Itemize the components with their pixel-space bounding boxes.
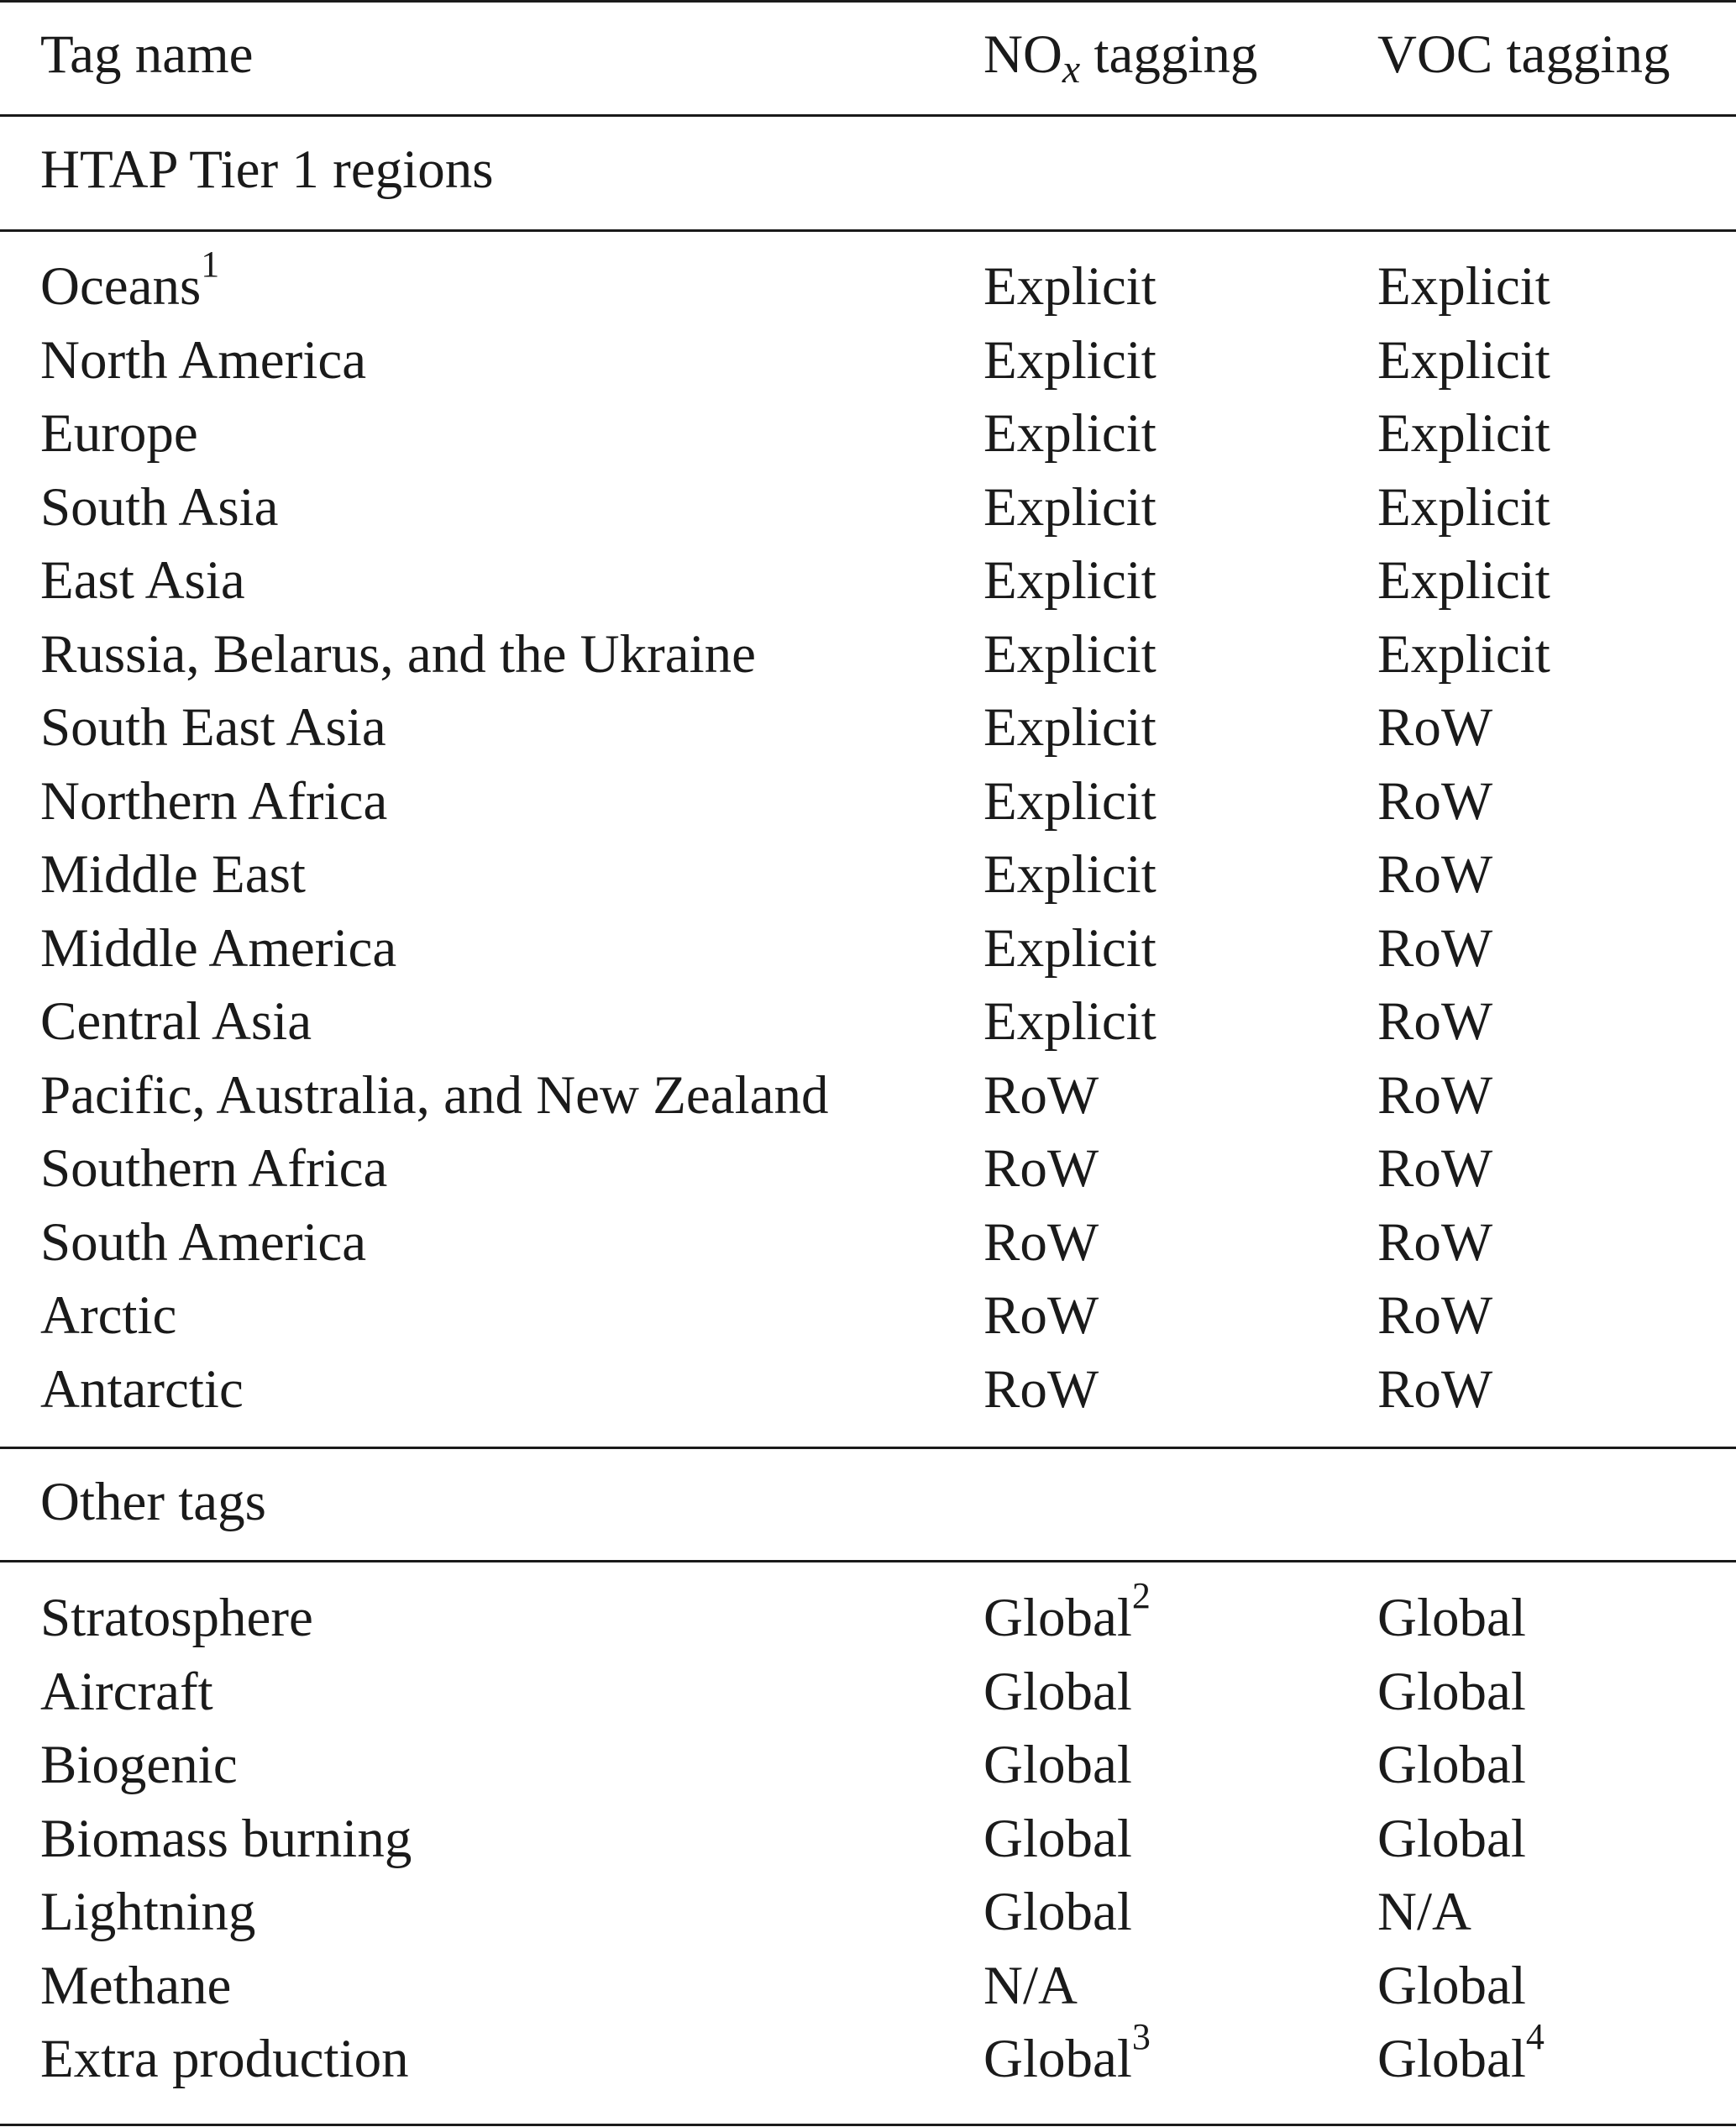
row-tag-name [40, 765, 387, 838]
row-nox-tagging-text: Global [983, 1735, 1132, 1795]
row-nox-tagging-text: Global [983, 2029, 1132, 2089]
row-nox-tagging [983, 1059, 1099, 1132]
row-voc-tagging-text: RoW [1377, 844, 1493, 905]
row-nox-tagging-footnote-mark: 2 [1131, 1575, 1151, 1617]
row-nox-tagging [983, 1206, 1099, 1279]
row-nox-tagging [983, 397, 1156, 470]
row-voc-tagging-text: Global [1377, 1661, 1526, 1722]
row-tag-name-text: Antarctic [40, 1358, 244, 1420]
row-nox-tagging-text: N/A [983, 1955, 1078, 2016]
row-tag-name-text: Arctic [40, 1285, 177, 1346]
row-voc-tagging-text: Explicit [1377, 623, 1550, 685]
row-tag-name [40, 618, 756, 691]
row-nox-tagging-text: Explicit [983, 476, 1156, 538]
row-nox-tagging [983, 1353, 1099, 1426]
row-tag-name [40, 324, 366, 397]
row-voc-tagging [1377, 1582, 1526, 1655]
row-voc-tagging-text: Explicit [1377, 550, 1550, 611]
row-nox-tagging [983, 1656, 1132, 1729]
row-tag-name [40, 1582, 313, 1655]
row-voc-tagging [1377, 2016, 1545, 2096]
header-voc-tagging: VOC tagging [1377, 24, 1670, 85]
row-voc-tagging-text: RoW [1377, 770, 1493, 832]
row-nox-tagging-text: RoW [983, 1138, 1099, 1199]
row-voc-tagging [1377, 471, 1550, 544]
row-voc-tagging-text: Global [1377, 1955, 1526, 2016]
row-voc-tagging-text: N/A [1377, 1882, 1471, 1942]
row-nox-tagging [983, 250, 1156, 323]
row-voc-tagging-text: Global [1377, 1735, 1526, 1795]
row-voc-tagging [1377, 912, 1492, 985]
row-tag-name [40, 1656, 213, 1729]
row-nox-tagging [983, 1279, 1099, 1352]
row-nox-tagging-text: Explicit [983, 697, 1156, 758]
row-tag-name-footnote-mark: 1 [201, 244, 220, 286]
row-nox-tagging-footnote-mark: 3 [1131, 2016, 1151, 2058]
row-tag-name-text: Biomass burning [40, 1808, 412, 1869]
row-voc-tagging [1377, 691, 1492, 764]
row-nox-tagging-text: Explicit [983, 844, 1156, 905]
row-voc-tagging-text: RoW [1377, 1064, 1493, 1126]
row-nox-tagging [983, 1803, 1132, 1876]
section-rule [0, 229, 1736, 232]
row-voc-tagging [1377, 985, 1492, 1058]
row-tag-name [40, 2023, 409, 2096]
row-voc-tagging-text: RoW [1377, 917, 1493, 979]
row-voc-tagging [1377, 544, 1550, 617]
row-tag-name-text: South Asia [40, 476, 279, 538]
row-tag-name [40, 244, 220, 323]
row-nox-tagging-text: RoW [983, 1211, 1099, 1273]
row-voc-tagging [1377, 838, 1492, 911]
row-tag-name [40, 1206, 366, 1279]
row-nox-tagging-text: Explicit [983, 403, 1156, 464]
row-tag-name-text: Europe [40, 403, 198, 464]
row-tag-name [40, 1279, 176, 1352]
row-tag-name-text: Central Asia [40, 991, 312, 1052]
row-voc-tagging [1377, 1876, 1471, 1949]
row-tag-name [40, 471, 279, 544]
row-voc-tagging [1377, 250, 1550, 323]
row-tag-name [40, 838, 306, 911]
row-nox-tagging [983, 618, 1156, 691]
row-tag-name-text: South East Asia [40, 697, 386, 758]
row-voc-tagging-text: Global [1377, 1588, 1526, 1648]
row-tag-name-text: Lightning [40, 1882, 256, 1942]
row-tag-name [40, 1729, 238, 1802]
row-voc-tagging [1377, 1279, 1492, 1352]
row-tag-name [40, 397, 198, 470]
row-voc-tagging [1377, 1950, 1526, 2023]
row-voc-tagging-text: Global [1377, 1808, 1526, 1869]
row-voc-tagging [1377, 618, 1550, 691]
row-voc-tagging [1377, 1206, 1492, 1279]
row-nox-tagging-text: Explicit [983, 917, 1156, 979]
row-tag-name [40, 1059, 829, 1132]
row-nox-tagging-text: Explicit [983, 550, 1156, 611]
row-tag-name-text: Middle East [40, 844, 306, 905]
row-voc-tagging [1377, 1132, 1492, 1205]
row-tag-name-text: Stratosphere [40, 1588, 313, 1648]
section-title [40, 1466, 266, 1539]
row-tag-name [40, 1803, 412, 1876]
row-tag-name-text: Methane [40, 1955, 232, 2016]
row-tag-name-text: Aircraft [40, 1661, 213, 1722]
row-nox-tagging-text: Global [983, 1661, 1132, 1722]
row-nox-tagging-text: Explicit [983, 623, 1156, 685]
row-voc-tagging-text: Global [1377, 2029, 1526, 2089]
row-voc-tagging-text: Explicit [1377, 403, 1550, 464]
row-tag-name-text: Northern Africa [40, 770, 388, 832]
row-nox-tagging-text: Global [983, 1882, 1132, 1942]
row-voc-tagging-text: RoW [1377, 697, 1493, 758]
row-voc-tagging [1377, 1353, 1492, 1426]
header-tag-name: Tag name [40, 24, 254, 85]
row-voc-tagging-text: Explicit [1377, 256, 1550, 317]
row-nox-tagging-text: Global [983, 1808, 1132, 1869]
row-tag-name [40, 1132, 387, 1205]
row-nox-tagging-text: RoW [983, 1358, 1099, 1420]
row-voc-tagging [1377, 1729, 1526, 1802]
row-nox-tagging [983, 1575, 1151, 1655]
row-tag-name [40, 1876, 255, 1949]
row-tag-name-text: North America [40, 329, 367, 391]
row-nox-tagging [983, 1876, 1132, 1949]
header-rule [0, 114, 1736, 117]
top-rule [0, 0, 1736, 3]
row-tag-name [40, 1353, 244, 1426]
row-nox-tagging-text: Explicit [983, 770, 1156, 832]
row-voc-tagging-text: Explicit [1377, 476, 1550, 538]
row-tag-name [40, 985, 312, 1058]
row-nox-tagging-text: Global [983, 1588, 1132, 1648]
row-nox-tagging [983, 1132, 1099, 1205]
section-title [40, 134, 494, 207]
row-voc-tagging-text: RoW [1377, 1211, 1493, 1273]
row-nox-tagging-text: Explicit [983, 256, 1156, 317]
row-tag-name-text: Oceans [40, 256, 202, 317]
row-nox-tagging [983, 765, 1156, 838]
row-nox-tagging [983, 324, 1156, 397]
row-tag-name [40, 544, 245, 617]
section-title-text: Other tags [40, 1472, 266, 1532]
row-tag-name-text: Extra production [40, 2029, 409, 2089]
row-nox-tagging-text: RoW [983, 1064, 1099, 1126]
row-nox-tagging [983, 985, 1156, 1058]
row-tag-name-text: Southern Africa [40, 1138, 388, 1199]
row-nox-tagging [983, 471, 1156, 544]
header-nox-tagging [983, 18, 1257, 92]
row-tag-name-text: East Asia [40, 550, 245, 611]
row-voc-tagging [1377, 765, 1492, 838]
row-voc-tagging-text: RoW [1377, 991, 1493, 1052]
row-tag-name [40, 691, 386, 764]
header-nox-subscript: x [1062, 47, 1081, 92]
row-nox-tagging [983, 912, 1156, 985]
bottom-rule [0, 2124, 1736, 2126]
row-tag-name-text: Russia, Belarus, and the Ukraine [40, 623, 757, 685]
row-tag-name-text: South America [40, 1211, 367, 1273]
row-nox-tagging-text: Explicit [983, 329, 1156, 391]
header-nox-rest: tagging [1080, 24, 1258, 85]
row-tag-name-text: Middle America [40, 917, 397, 979]
row-voc-tagging [1377, 1059, 1492, 1132]
section-rule [0, 1560, 1736, 1562]
row-voc-tagging-footnote-mark: 4 [1525, 2016, 1545, 2058]
row-voc-tagging-text: RoW [1377, 1358, 1493, 1420]
row-nox-tagging [983, 691, 1156, 764]
row-tag-name [40, 912, 396, 985]
row-voc-tagging-text: RoW [1377, 1138, 1493, 1199]
row-voc-tagging [1377, 324, 1550, 397]
row-nox-tagging [983, 1950, 1078, 2023]
row-nox-tagging-text: RoW [983, 1285, 1099, 1346]
header-nox-main: NO [983, 24, 1062, 85]
row-voc-tagging [1377, 1656, 1526, 1729]
section-end-rule [0, 1447, 1736, 1449]
row-tag-name [40, 1950, 231, 2023]
row-nox-tagging [983, 1729, 1132, 1802]
row-voc-tagging-text: RoW [1377, 1285, 1493, 1346]
row-voc-tagging [1377, 1803, 1526, 1876]
section-title-text: HTAP Tier 1 regions [40, 139, 494, 200]
row-nox-tagging [983, 544, 1156, 617]
row-tag-name-text: Biogenic [40, 1735, 238, 1795]
row-voc-tagging [1377, 397, 1550, 470]
row-nox-tagging-text: Explicit [983, 991, 1156, 1052]
row-voc-tagging-text: Explicit [1377, 329, 1550, 391]
row-nox-tagging [983, 2016, 1151, 2096]
row-tag-name-text: Pacific, Australia, and New Zealand [40, 1064, 829, 1126]
row-nox-tagging [983, 838, 1156, 911]
